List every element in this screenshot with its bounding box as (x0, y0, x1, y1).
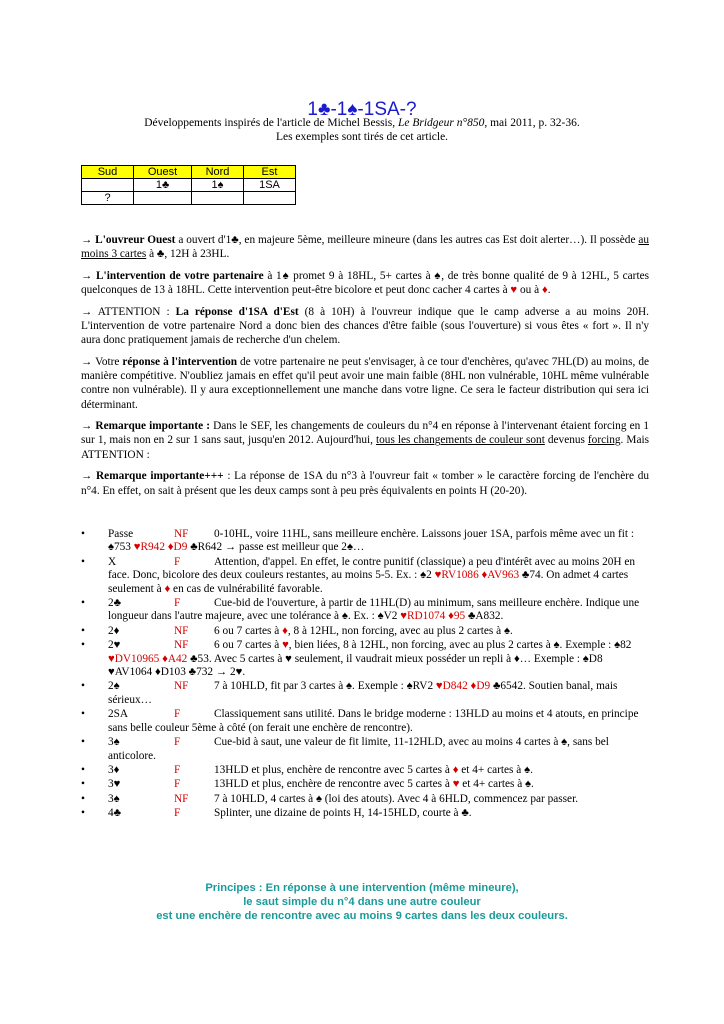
bid-list-item (81, 736, 649, 763)
bid-description: Splinter, une dizaine de points H, 14-15HLD, courte à ♣. (214, 807, 472, 820)
bid-description: , 8 à 12HL, non forcing, avec au plus 2 cartes à ♠. (287, 624, 513, 637)
bid-description: 13HLD et plus, enchère de rencontre avec 5 cartes à (214, 778, 453, 791)
header-sud: Sud (82, 166, 134, 179)
paragraph-response: → Votre réponse à l'intervention de votre partenaire ne peut s'envisager, à ce tour d'enchères, qu'avec 7HL(D) au moins, de manière compétitive. N'oubliez jamais en effet qu'il peut avoir une main faible (8HL non vulnérable, 10HL même vulnérable contre non vulnérable). Il y aura exceptionnellement une manche dans votre ligne. Ce sera le facteur distribution qui sera ici déterminant. (81, 355, 649, 411)
forcing-label: NF (174, 639, 189, 652)
paragraph-overcall: → L'intervention de votre partenaire à 1♠ promet 9 à 18HL, 5+ cartes à ♠, de très bonne qualité de 9 à 12HL, 5 cartes quelconques de 13 à 18HL. Cette intervention peut-être bicolore et peut donc cacher 4 cartes à ♥ ou à ♦. (81, 269, 649, 297)
bid-description: ♣R642 → passe est meilleur que 2♠… (187, 541, 365, 554)
bid-list-item (81, 528, 649, 555)
bullet: • (81, 708, 85, 721)
bid-label: 2SA (108, 708, 129, 721)
bullet: • (81, 778, 85, 791)
auction-row-1 (82, 179, 296, 192)
bid-description: et 4+ cartes à ♠. (459, 778, 534, 791)
bid-list-item (81, 625, 649, 638)
bullet: • (81, 736, 85, 749)
bid-description: , bien liées, 8 à 12HL, non forcing, avec au plus 2 cartes à ♠. Exemple : ♠82 (288, 639, 632, 652)
bid-label: 3♦ (108, 763, 120, 776)
bid-list-item (81, 778, 649, 791)
bullet: • (81, 807, 85, 820)
bullet: • (81, 597, 85, 610)
bid-description: ♣74. On admet 4 cartes seulement à (108, 569, 629, 595)
bid-label: X (108, 555, 117, 568)
bid-label: 2♠ (108, 680, 120, 693)
cell-nord-2 (192, 192, 244, 205)
bid-description: 6 ou 7 cartes à (214, 624, 283, 637)
bid-description: 0-10HL, voire 11HL, sans meilleure enchère. Laissons jouer 1SA, parfois même avec un fit : ♠753 (108, 528, 634, 554)
bid-list-item (81, 764, 649, 777)
bid-list-item (81, 597, 649, 624)
bid-list-item (81, 556, 649, 596)
bid-description: 7 à 10HLD, fit par 3 cartes à ♠. Exemple : ♠RV2 (214, 680, 436, 693)
bid-description: Classiquement sans utilité. Dans le bridge moderne : 13HLD au moins et 4 atouts, en principe sans belle couleur 5ème à côté (on ferait une enchère de rencontre). (108, 708, 639, 734)
bid-description: Attention, d'appel. En effet, le contre punitif (classique) a peu d'intérêt avec au moins 20H en face. Donc, bicolore des deux couleurs restantes, au moins 5-5. Ex. : ♠2 (108, 555, 636, 582)
forcing-label: F (174, 597, 181, 610)
bullet: • (81, 792, 85, 805)
bid-list-item (81, 708, 649, 735)
bid-description: ♥R942 ♦D9 (133, 541, 188, 554)
bid-description: en cas de vulnérabilité favorable. (170, 582, 323, 595)
intro (0, 116, 724, 144)
cell-ouest-1: 1♣ (134, 179, 192, 192)
bullet: • (81, 528, 85, 540)
cell-est-2 (244, 192, 296, 205)
intro-line-2: Les exemples sont tirés de cet article. (275, 131, 449, 143)
bid-description: Cue-bid de l'ouverture, à partir de 11HL(D) au minimum, sans meilleure enchère. Indique une longueur dans l'autre majeure, avec une tolérance à ♠. Ex. : ♠V2 (108, 597, 640, 623)
bid-list-item (81, 639, 649, 679)
intro-line-1: Développements inspirés de l'article de Michel Bessis, Le Bridgeur n°850, mai 2011, p. 32-36. (144, 117, 580, 129)
principle-line-2: le saut simple du n°4 dans une autre couleur (243, 896, 481, 908)
principle-line-3: est une enchère de rencontre avec au moins 9 cartes dans les deux couleurs. (156, 910, 568, 922)
bid-description: ♥ (452, 778, 460, 791)
bid-label: 2♣ (108, 597, 122, 610)
paragraph-remark-1: → Remarque importante : Dans le SEF, les changements de couleurs du n°4 en réponse à l'intervenant étaient forcing en 1 sur 1, mais non en 2 sur 1 sans saut, jusqu'en 2012. Aujourd'hui, tous les changements de couleur sont devenus forcing. Mais ATTENTION : (81, 420, 650, 461)
forcing-label: NF (174, 680, 189, 693)
bid-label: 4♣ (108, 807, 122, 820)
bullet: • (81, 680, 85, 693)
principle-line-1: Principes : En réponse à une intervention (même mineure), (205, 882, 519, 894)
bid-description: 6 ou 7 cartes à (214, 639, 283, 652)
bid-description: ♦ (452, 763, 459, 776)
bid-description: Cue-bid à saut, une valeur de fit limite, 11-12HLD, avec au moins 4 cartes à ♠, sans bel anticolore. (108, 736, 609, 762)
bid-description: ♣6542. Soutien banal, mais sérieux… (108, 680, 618, 706)
bid-description: ♥DV10965 ♦A42 (108, 652, 188, 665)
bid-description: ♥RV1086 ♦AV963 (434, 569, 520, 582)
forcing-label: NF (174, 792, 189, 805)
cell-sud-2: ? (82, 192, 134, 205)
forcing-label: F (174, 708, 181, 721)
bid-description: ♥D842 ♦D9 (435, 680, 491, 693)
bid-description: 13HLD et plus, enchère de rencontre avec 5 cartes à (214, 763, 453, 776)
paragraph-opener: → L'ouvreur Ouest a ouvert d'1♣, en majeure 5ème, meilleure mineure (dans les autres cas Est doit alerter…). Il possède au moins 3 cartes à ♣, 12H à 23HL. (81, 234, 649, 261)
auction-header-row (82, 166, 296, 179)
paragraph-attention: → ATTENTION : La réponse d'1SA d'Est (8 à 10H) à l'ouvreur indique que le camp adverse a au moins 20H. L'intervention de votre partenaire Nord a donc bien des chances d'être faible (sous l'ouverture) si vous êtes « fort ». Il n'y aura donc pratiquement jamais de recherche d'un chelem. (81, 305, 649, 347)
bullet: • (81, 763, 85, 776)
header-est: Est (244, 166, 296, 179)
bid-label: 2♦ (108, 624, 120, 637)
auction-table (81, 165, 296, 205)
principle-box (0, 881, 724, 923)
forcing-label: F (174, 807, 181, 820)
bullet: • (81, 624, 85, 637)
bid-list-item (81, 680, 649, 707)
bid-description: 7 à 10HLD, 4 cartes à ♠ (loi des atouts). Avec 4 à 6HLD, commencez par passer. (214, 792, 579, 805)
header-nord: Nord (192, 166, 244, 179)
bid-label: 2♥ (108, 639, 121, 652)
bid-label: 3♥ (108, 778, 121, 791)
cell-ouest-2 (134, 192, 192, 205)
bullet: • (81, 639, 85, 652)
header-ouest: Ouest (134, 166, 192, 179)
forcing-label: F (174, 736, 181, 749)
bid-description: ♦ (282, 624, 288, 637)
cell-est-1: 1SA (244, 179, 296, 192)
forcing-label: NF (174, 624, 189, 637)
bid-description: ♥ (282, 639, 289, 652)
page-title: 1♣-1♠-1SA-? (307, 98, 417, 120)
bid-description: ♥RD1074 ♦95 (400, 610, 466, 623)
forcing-label: F (174, 555, 181, 568)
bid-description: ♦ (164, 582, 171, 595)
explanation-paragraphs (81, 233, 649, 505)
forcing-label: NF (174, 528, 189, 540)
bid-list (81, 528, 649, 822)
cell-sud-1 (82, 179, 134, 192)
paragraph-remark-2: → Remarque importante+++ : La réponse de 1SA du n°3 à l'ouvreur fait « tomber » le caractère forcing de l'enchère du n°4. En effet, on sait à présent que les deux camps sont à peu près équivalents en points H (20-20). (81, 470, 649, 497)
bid-list-item (81, 793, 649, 806)
bid-label: 3♠ (108, 736, 120, 749)
bid-description: et 4+ cartes à ♠. (458, 763, 533, 776)
forcing-label: F (174, 778, 181, 791)
bullet: • (81, 555, 85, 568)
bid-label: Passe (108, 528, 134, 540)
auction-row-2 (82, 192, 296, 205)
bid-list-item (81, 807, 649, 820)
bid-label: 3♠ (108, 792, 120, 805)
bid-description: ♣53. Avec 5 cartes à ♥ seulement, il vaudrait mieux posséder un repli à ♦… Exemple : ♠D8 ♥AV1064 ♦D103 ♣732 → 2♥. (108, 652, 603, 679)
bid-description: ♣A832. (465, 610, 504, 623)
forcing-label: F (174, 763, 181, 776)
cell-nord-1: 1♠ (192, 179, 244, 192)
